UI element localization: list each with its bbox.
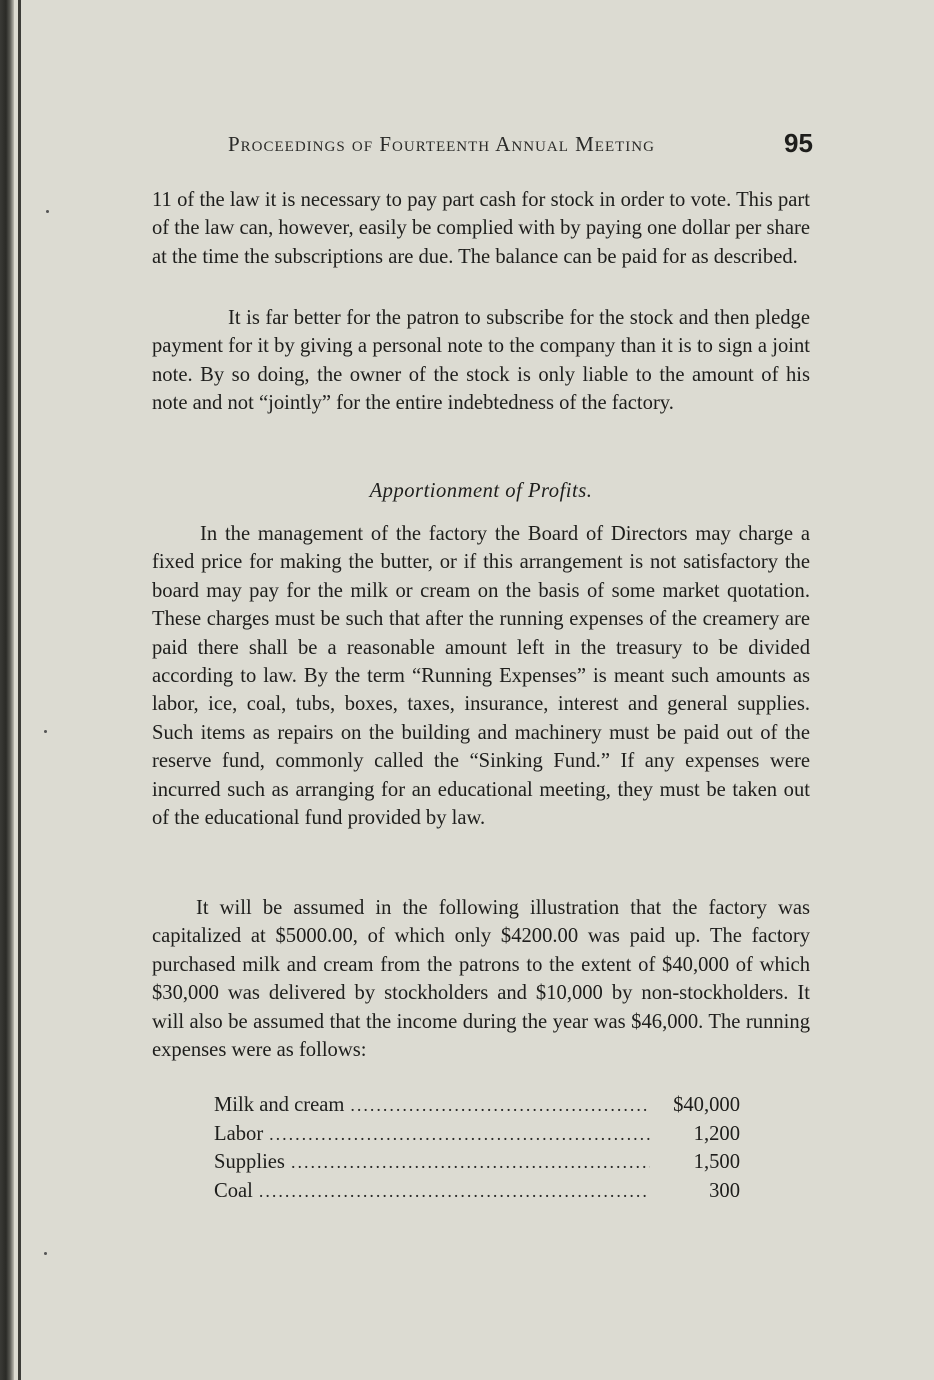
running-head: Proceedings of Fourteenth Annual Meeting <box>228 132 655 156</box>
expense-item: Milk and cream <box>214 1094 345 1116</box>
expense-row <box>214 1094 740 1123</box>
expense-item: Supplies <box>214 1151 285 1174</box>
dot-leader <box>269 1124 650 1145</box>
page-number: 95 <box>784 128 813 158</box>
dot-leader <box>350 1095 650 1116</box>
expense-row <box>214 1123 740 1152</box>
dot-leader <box>291 1152 650 1173</box>
expense-list <box>214 1094 740 1208</box>
expense-item: Labor <box>214 1122 264 1145</box>
binding-shadow-line <box>18 0 21 1380</box>
expense-row <box>214 1151 740 1180</box>
paragraph-joint-note: It is far better for the patron to subscribe for the stock and then pledge payment for it by giving a personal note to the company than it is to sign a joint note. By so doing, the owner of the stock is only liable to the amount of his note and not “jointly” for the entire indebtedness of the factory. <box>152 307 810 415</box>
expense-amount: 1,200 <box>693 1122 740 1145</box>
expense-item: Coal <box>214 1179 253 1202</box>
paragraph-continued: 11 of the law it is necessary to pay part cash for stock in order to vote. This part of the law can, however, easily be complied with by paying one dollar per share at the time the subscriptions are due. The balance can be paid for as described. <box>152 189 810 268</box>
expense-row <box>214 1180 740 1209</box>
expense-amount: 1,500 <box>693 1151 740 1174</box>
paper-speck <box>44 1252 47 1255</box>
paragraph-management: In the management of the factory the Board of Directors may charge a fixed price for making the butter, or if this arrangement is not satisfactory the board may pay for the milk or cream on the basis of some market quotation. These charges must be such that after the running expenses of the creamery are paid there shall be a reasonable amount left in the treasury to be divided according to law. By the term “Running Expenses” is meant such amounts as labor, ice, coal, tubs, boxes, taxes, insurance, interest and general supplies. Such items as repairs on the building and machinery must be paid out of the reserve fund, commonly called the “Sinking Fund.” If any expenses were incurred such as arranging for an educational meeting, they must be taken out of the educational fund provided by law. <box>152 523 810 830</box>
dot-leader <box>259 1181 650 1202</box>
paragraph-illustration: It will be assumed in the following illustration that the factory was capitalized at $5000.00, of which only $4200.00 was paid up. The factory purchased milk and cream from the patrons to the extent of $40,000 of which $30,000 was delivered by stockholders and $10,000 by non-stockholders. It will also be assumed that the income during the year was $46,000. The running expenses were as follows: <box>152 897 810 1062</box>
book-binding-edge <box>0 0 14 1380</box>
expense-amount: 300 <box>709 1179 740 1202</box>
section-heading: Apportionment of Profits. <box>369 480 593 502</box>
paper-speck <box>44 730 47 733</box>
expense-amount: $40,000 <box>673 1094 740 1116</box>
paper-speck <box>46 210 49 213</box>
page-header <box>0 124 934 168</box>
